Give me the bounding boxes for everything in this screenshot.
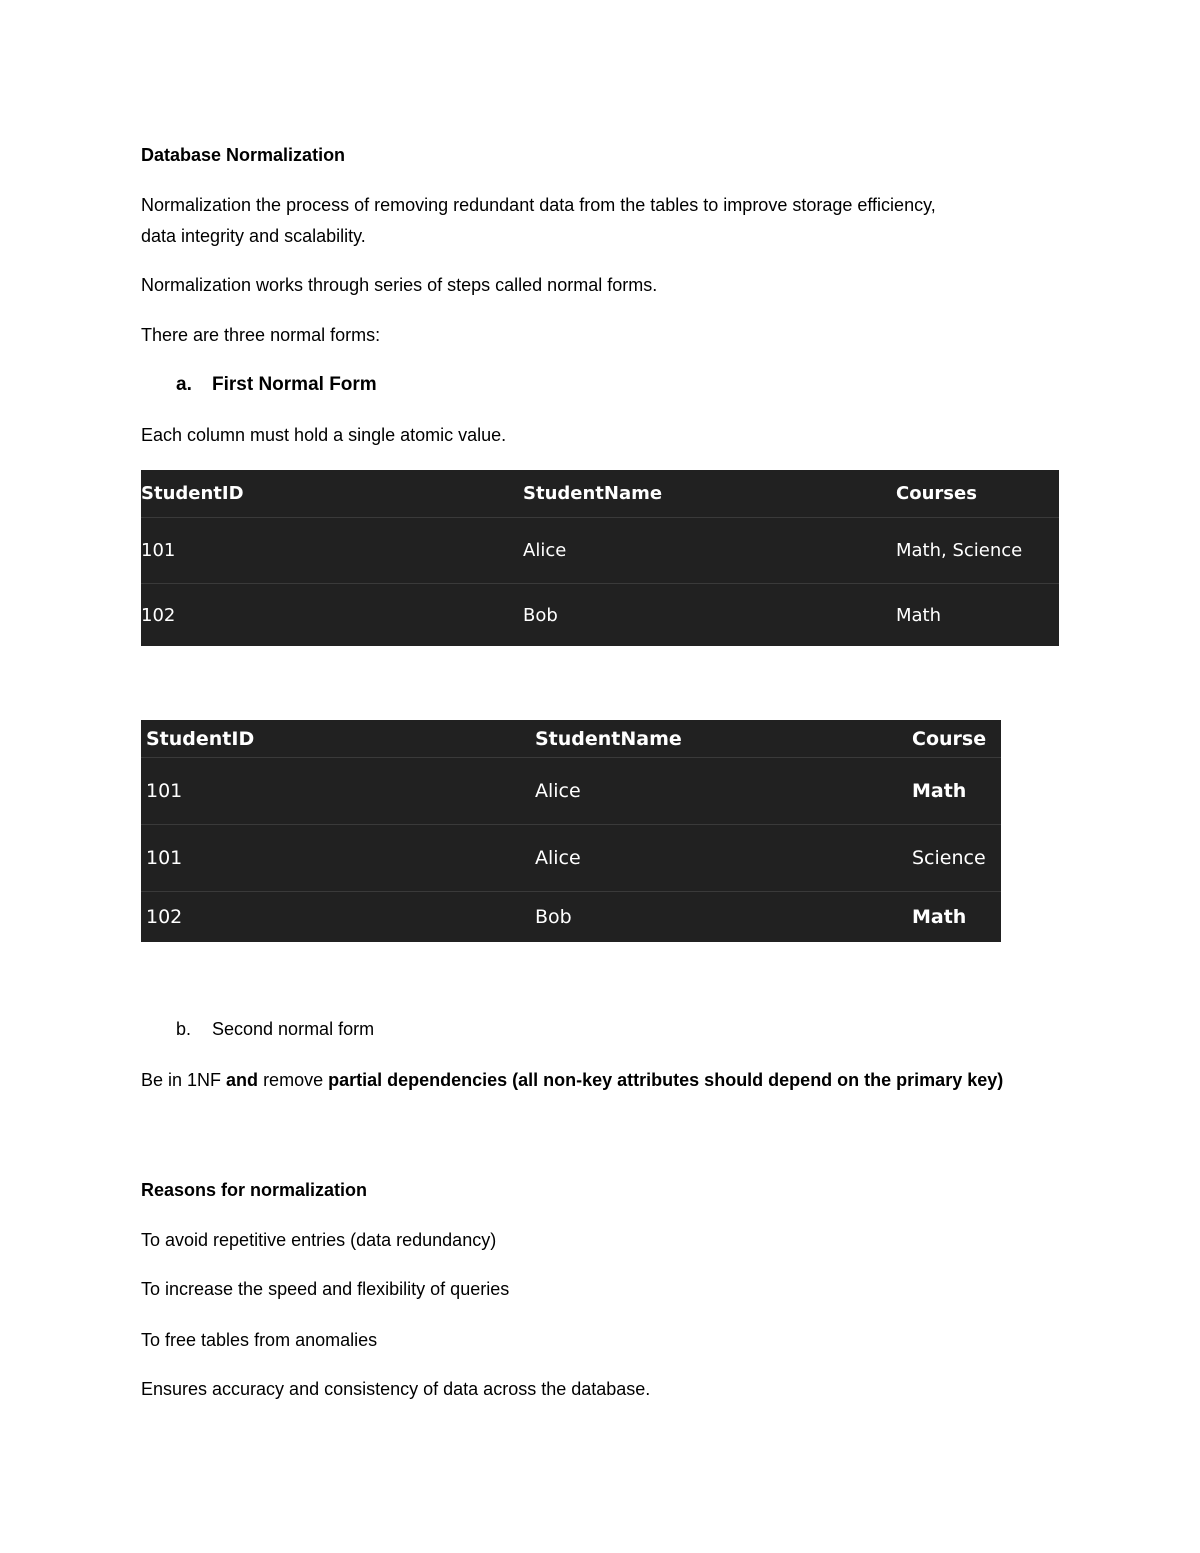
table-header-cell: StudentID	[146, 727, 255, 750]
reasons-heading: Reasons for normalization	[141, 1180, 368, 1200]
atomic-value-paragraph: Each column must hold a single atomic value.	[141, 425, 507, 445]
document-title: Database Normalization	[141, 145, 346, 165]
table-cell: Alice	[523, 540, 567, 561]
table-cell: Math	[896, 604, 942, 626]
table-header-row	[141, 720, 1001, 758]
table-header-cell: Course	[912, 727, 987, 750]
reason-item: To free tables from anomalies	[141, 1330, 378, 1350]
intro-paragraph-line-2: data integrity and scalability.	[141, 226, 366, 246]
table-header-cell: Courses	[896, 483, 977, 504]
table-cell: Science	[912, 847, 986, 869]
table-header-cell: StudentName	[523, 483, 663, 504]
table-row	[141, 825, 1001, 892]
table-cell: 102	[146, 906, 183, 928]
table-row	[141, 758, 1001, 825]
table-cell: Math	[912, 780, 967, 802]
table-cell: 101	[141, 540, 176, 561]
intro-paragraph-line-1: Normalization the process of removing redundant data from the tables to improve storage efficiency,	[141, 195, 936, 215]
steps-paragraph: Normalization works through series of steps called normal forms.	[141, 275, 658, 295]
table-header-row	[141, 470, 1059, 518]
table-row	[141, 892, 1001, 942]
table-header-cell: StudentName	[535, 727, 682, 750]
table-row	[141, 584, 1059, 646]
second-nf-paragraph	[141, 1065, 1003, 1095]
second-nf-text-4: partial dependencies (all non-key attributes should depend on the primary key)	[328, 1070, 1004, 1090]
unnormalized-table	[141, 470, 1059, 646]
table-cell: Math, Science	[896, 540, 1023, 561]
reason-item: To increase the speed and flexibility of queries	[141, 1279, 510, 1299]
first-normal-form-table	[141, 720, 1001, 942]
table-header-cell: StudentID	[141, 483, 244, 504]
table-cell: 101	[146, 847, 183, 869]
list-marker-b: b.	[176, 1019, 192, 1039]
second-nf-text-1: Be in 1NF	[141, 1070, 227, 1090]
table-cell: Alice	[535, 847, 581, 869]
second-nf-text-2: and	[226, 1070, 259, 1090]
second-normal-form-heading: Second normal form	[212, 1019, 375, 1039]
three-forms-paragraph: There are three normal forms:	[141, 325, 381, 345]
list-item-second-normal-form	[176, 1014, 374, 1044]
reason-item: Ensures accuracy and consistency of data across the database.	[141, 1379, 651, 1399]
table-cell: Bob	[523, 604, 558, 626]
table-cell: Math	[912, 906, 967, 928]
table-cell: Bob	[535, 906, 572, 928]
reason-item: To avoid repetitive entries (data redundancy)	[141, 1230, 497, 1250]
table-cell: 101	[146, 780, 183, 802]
list-item-first-normal-form	[176, 370, 377, 400]
second-nf-text-3: remove	[258, 1070, 329, 1090]
first-normal-form-heading: First Normal Form	[212, 374, 377, 395]
table-row	[141, 518, 1059, 584]
table-cell: Alice	[535, 780, 581, 802]
table-cell: 102	[141, 604, 176, 626]
list-marker-a: a.	[176, 374, 192, 395]
